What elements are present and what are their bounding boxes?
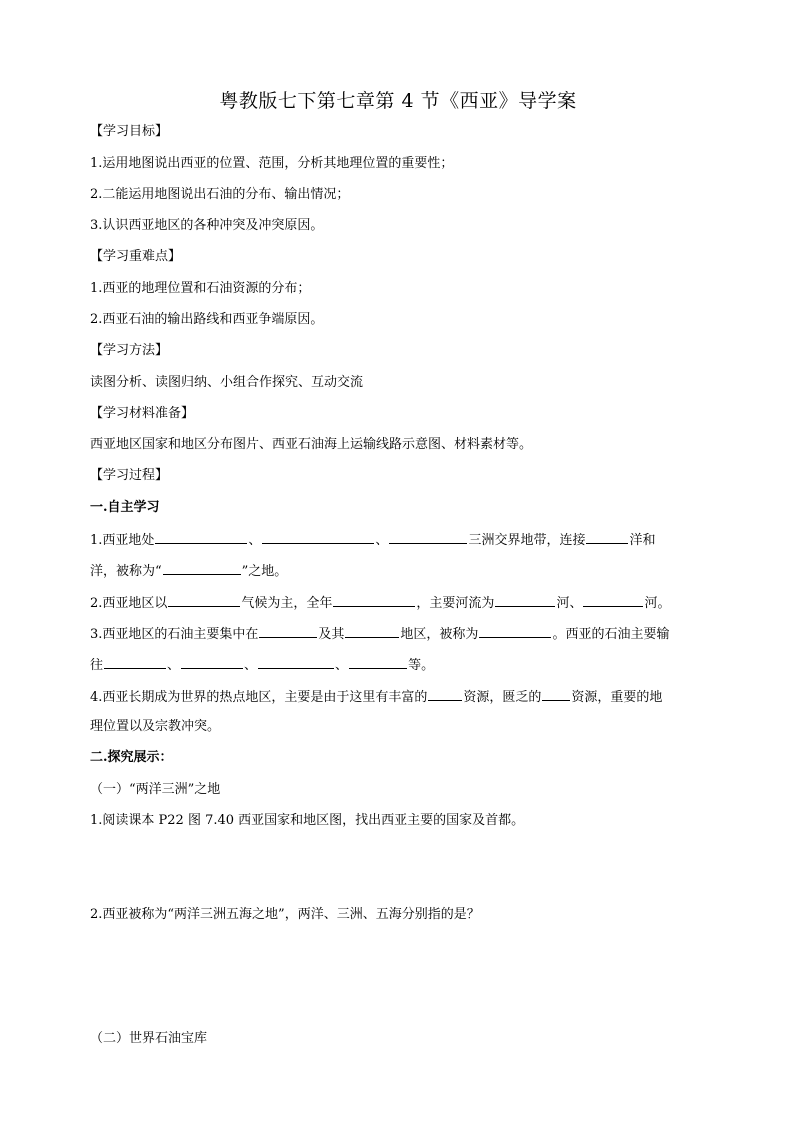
fill-blank[interactable] xyxy=(333,593,415,607)
fill-blank[interactable] xyxy=(479,624,551,638)
self-study-question-4 xyxy=(90,687,662,707)
q3-middle: 地区，被称为 xyxy=(400,627,479,642)
q3-middle: 及其 xyxy=(318,627,345,642)
self-study-question-4-cont: 理位置以及宗教冲突。 xyxy=(90,719,221,734)
objective-item-3: 3.认识西亚地区的各种冲突及冲突原因。 xyxy=(90,218,324,233)
q2-middle: 气候为主，全年 xyxy=(241,596,333,611)
q3-separator: 、 xyxy=(244,658,258,673)
fill-blank[interactable] xyxy=(345,624,399,638)
fill-blank[interactable] xyxy=(542,687,570,701)
q3-end: 。西亚的石油主要输 xyxy=(552,627,670,642)
fill-blank[interactable] xyxy=(495,593,555,607)
q3-prefix: 3.西亚地区的石油主要集中在 xyxy=(90,627,259,642)
q2-prefix: 2.西亚地区以 xyxy=(90,596,168,611)
key-point-item-2: 2.西亚石油的输出路线和西亚争端原因。 xyxy=(90,312,324,327)
q3-line2-end: 等。 xyxy=(408,658,435,673)
fill-blank[interactable] xyxy=(104,655,166,669)
q1-separator: 、 xyxy=(248,533,262,548)
fill-blank[interactable] xyxy=(155,530,247,544)
fill-blank[interactable] xyxy=(428,687,462,701)
materials-text: 西亚地区国家和地区分布图片、西亚石油海上运输线路示意图、材料素材等。 xyxy=(90,437,533,452)
key-point-item-1: 1.西亚的地理位置和石油资源的分布； xyxy=(90,281,311,296)
fill-blank[interactable] xyxy=(168,593,240,607)
q3-separator: 、 xyxy=(167,658,181,673)
q2-end: 河。 xyxy=(644,596,671,611)
self-study-question-3-cont xyxy=(90,655,434,675)
q2-middle: 河、 xyxy=(556,596,583,611)
self-study-question-1 xyxy=(90,530,655,550)
q1-line2-end: ”之地。 xyxy=(241,564,288,579)
q2-middle: ，主要河流为 xyxy=(416,596,495,611)
methods-heading: 【学习方法】 xyxy=(90,343,169,358)
q1-middle: 三洲交界地带，连接 xyxy=(468,533,586,548)
q1-after: 洋和 xyxy=(629,533,656,548)
q4-prefix: 4.西亚长期成为世界的热点地区，主要是由于这里有丰富的 xyxy=(90,690,428,705)
fill-blank[interactable] xyxy=(163,561,241,575)
fill-blank[interactable] xyxy=(389,530,467,544)
q1-separator: 、 xyxy=(375,533,389,548)
q1-prefix: 1.西亚地处 xyxy=(90,533,155,548)
q1-line2-start: 洋，被称为“ xyxy=(90,564,162,579)
self-study-heading: 一.自主学习 xyxy=(90,500,160,515)
q3-separator: 、 xyxy=(335,658,349,673)
explore-subheading-1: （一）“两洋三洲”之地 xyxy=(90,782,221,797)
key-points-heading: 【学习重难点】 xyxy=(90,249,182,264)
objective-item-1: 1.运用地图说出西亚的位置、范围，分析其地理位置的重要性； xyxy=(90,156,454,171)
materials-heading: 【学习材料准备】 xyxy=(90,406,195,421)
explore-question-2: 2.西亚被称为“两洋三洲五海之地”，两洋、三洲、五海分别指的是？ xyxy=(90,907,480,922)
q4-middle: 资源，匮乏的 xyxy=(463,690,542,705)
self-study-question-2 xyxy=(90,593,670,613)
objective-item-2: 2.二能运用地图说出石油的分布、输出情况； xyxy=(90,187,350,202)
self-study-question-3 xyxy=(90,624,669,644)
explore-heading: 二.探究展示： xyxy=(90,750,173,765)
explore-question-1: 1.阅读课本 P22 图 7.40 西亚国家和地区图，找出西亚主要的国家及首都。 xyxy=(90,813,525,828)
process-heading: 【学习过程】 xyxy=(90,468,169,483)
fill-blank[interactable] xyxy=(349,655,407,669)
q4-end: 资源，重要的地 xyxy=(571,690,663,705)
objectives-heading: 【学习目标】 xyxy=(90,124,169,139)
document-title: 粤教版七下第七章第 4 节《西亚》导学案 xyxy=(219,90,577,112)
explore-subheading-2: （二）世界石油宝库 xyxy=(90,1031,208,1046)
methods-text: 读图分析、读图归纳、小组合作探究、互动交流 xyxy=(90,375,364,390)
fill-blank[interactable] xyxy=(181,655,243,669)
fill-blank[interactable] xyxy=(586,530,628,544)
fill-blank[interactable] xyxy=(259,624,317,638)
fill-blank[interactable] xyxy=(258,655,334,669)
fill-blank[interactable] xyxy=(262,530,374,544)
q3-line2-start: 往 xyxy=(90,658,104,673)
self-study-question-1-cont xyxy=(90,561,287,581)
fill-blank[interactable] xyxy=(583,593,643,607)
